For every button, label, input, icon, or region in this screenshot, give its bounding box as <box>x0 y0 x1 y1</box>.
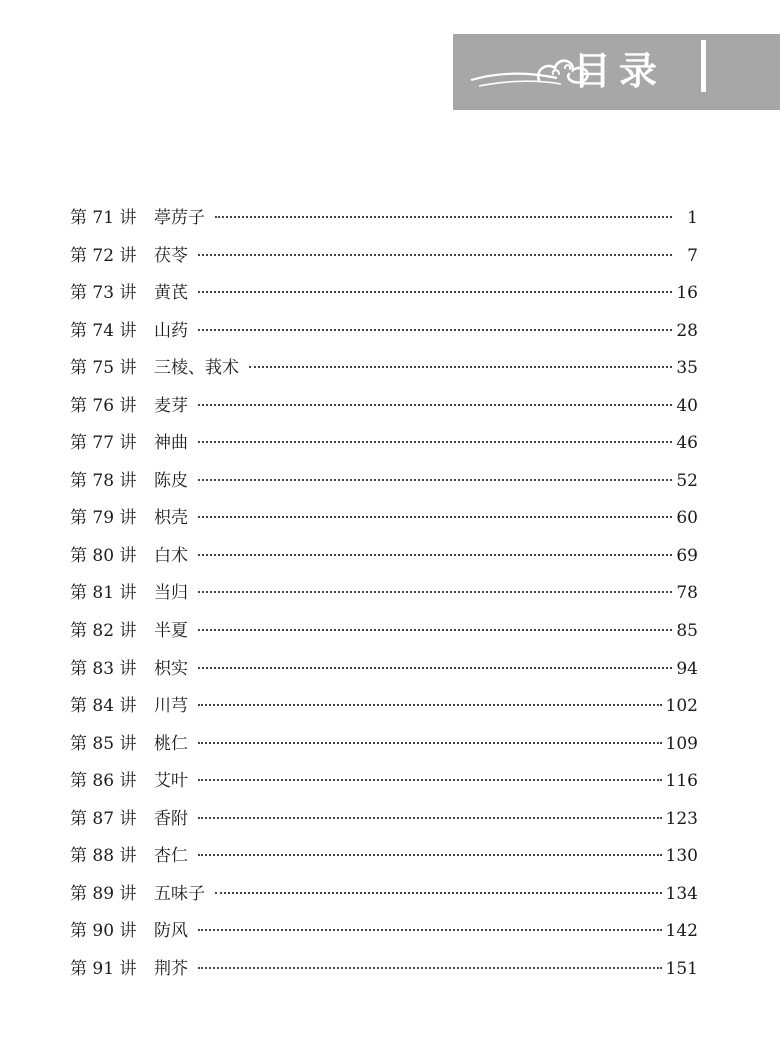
toc-page-number: 116 <box>665 771 698 792</box>
toc-page-number: 85 <box>676 621 698 642</box>
toc-entry[interactable] <box>70 613 698 651</box>
dot-leader <box>215 892 662 894</box>
dot-leader <box>198 404 672 406</box>
table-of-contents <box>70 200 698 988</box>
toc-entry[interactable] <box>70 726 698 764</box>
toc-page-number: 94 <box>676 658 698 679</box>
page-title: 目录 <box>573 49 666 93</box>
dot-leader <box>198 291 672 293</box>
toc-entry[interactable] <box>70 913 698 951</box>
dot-leader <box>198 667 672 669</box>
dot-leader <box>198 929 662 931</box>
toc-page-number: 123 <box>665 808 698 829</box>
toc-lecture-number: 第 75 讲 <box>70 358 137 379</box>
toc-entry[interactable] <box>70 651 698 689</box>
toc-page-number: 1 <box>687 208 698 228</box>
toc-entry-title: 艾叶 <box>154 771 188 792</box>
dot-leader <box>198 254 672 256</box>
dot-leader <box>198 967 662 969</box>
toc-entry-title: 神曲 <box>154 433 188 454</box>
toc-entry-title: 枳实 <box>154 658 188 679</box>
toc-entry[interactable] <box>70 575 698 613</box>
toc-lecture-number: 第 83 讲 <box>70 658 137 679</box>
toc-page-number: 142 <box>665 921 698 942</box>
toc-lecture-number: 第 76 讲 <box>70 395 137 416</box>
dot-leader <box>198 704 662 706</box>
toc-entry-title: 葶苈子 <box>154 208 205 228</box>
toc-lecture-number: 第 73 讲 <box>70 283 137 304</box>
toc-header-banner <box>453 34 780 110</box>
dot-leader <box>198 516 672 518</box>
toc-entry-title: 三棱、莪术 <box>154 358 239 379</box>
dot-leader <box>198 629 672 631</box>
toc-entry[interactable] <box>70 688 698 726</box>
toc-entry-title: 杏仁 <box>154 846 188 867</box>
toc-page-number: 78 <box>676 583 698 604</box>
toc-entry[interactable] <box>70 313 698 351</box>
dot-leader <box>198 329 672 331</box>
toc-entry-title: 枳壳 <box>154 508 188 529</box>
toc-entry-title: 麦芽 <box>154 395 188 416</box>
toc-lecture-number: 第 87 讲 <box>70 808 137 829</box>
toc-lecture-number: 第 79 讲 <box>70 508 137 529</box>
dot-leader <box>215 216 672 218</box>
toc-lecture-number: 第 85 讲 <box>70 733 137 754</box>
toc-entry[interactable] <box>70 763 698 801</box>
toc-page-number: 28 <box>676 320 698 341</box>
toc-lecture-number: 第 72 讲 <box>70 245 137 266</box>
toc-entry-title: 白术 <box>154 545 188 566</box>
toc-entry[interactable] <box>70 538 698 576</box>
dot-leader <box>198 817 662 819</box>
dot-leader <box>198 742 662 744</box>
toc-page-number: 134 <box>665 883 698 904</box>
toc-lecture-number: 第 88 讲 <box>70 846 137 867</box>
toc-entry[interactable] <box>70 801 698 839</box>
toc-entry[interactable] <box>70 425 698 463</box>
toc-page-number: 7 <box>687 245 698 266</box>
dot-leader <box>249 366 672 368</box>
toc-entry[interactable] <box>70 876 698 914</box>
toc-entry[interactable] <box>70 463 698 501</box>
toc-entry-title: 五味子 <box>154 883 205 904</box>
toc-page-number: 69 <box>676 545 698 566</box>
toc-entry-title: 香附 <box>154 808 188 829</box>
toc-page-number: 102 <box>665 696 698 717</box>
dot-leader <box>198 591 672 593</box>
toc-lecture-number: 第 90 讲 <box>70 921 137 942</box>
toc-page-number: 46 <box>676 433 698 454</box>
toc-entry-title: 荆芥 <box>154 958 188 979</box>
toc-entry[interactable] <box>70 838 698 876</box>
toc-lecture-number: 第 78 讲 <box>70 470 137 491</box>
toc-lecture-number: 第 89 讲 <box>70 883 137 904</box>
toc-lecture-number: 第 71 讲 <box>70 208 137 228</box>
toc-entry[interactable] <box>70 238 698 276</box>
toc-entry-title: 半夏 <box>154 621 188 642</box>
toc-entry-title: 茯苓 <box>154 245 188 266</box>
toc-page-number: 151 <box>665 958 698 979</box>
dot-leader <box>198 441 672 443</box>
toc-lecture-number: 第 91 讲 <box>70 958 137 979</box>
toc-page-number: 60 <box>676 508 698 529</box>
toc-lecture-number: 第 86 讲 <box>70 771 137 792</box>
toc-lecture-number: 第 74 讲 <box>70 320 137 341</box>
toc-entry[interactable] <box>70 388 698 426</box>
toc-entry-title: 山药 <box>154 320 188 341</box>
toc-entry[interactable] <box>70 275 698 313</box>
toc-entry-title: 川芎 <box>154 696 188 717</box>
toc-lecture-number: 第 82 讲 <box>70 621 137 642</box>
title-divider <box>701 40 706 92</box>
toc-lecture-number: 第 81 讲 <box>70 583 137 604</box>
toc-lecture-number: 第 80 讲 <box>70 545 137 566</box>
toc-entry[interactable] <box>70 200 698 238</box>
toc-entry-title: 黄芪 <box>154 283 188 304</box>
dot-leader <box>198 854 662 856</box>
toc-page-number: 130 <box>665 846 698 867</box>
toc-entry-title: 桃仁 <box>154 733 188 754</box>
dot-leader <box>198 779 662 781</box>
toc-page-number: 40 <box>676 395 698 416</box>
dot-leader <box>198 479 672 481</box>
toc-page-number: 35 <box>676 358 698 379</box>
toc-lecture-number: 第 77 讲 <box>70 433 137 454</box>
toc-entry-title: 当归 <box>154 583 188 604</box>
toc-entry[interactable] <box>70 951 698 989</box>
dot-leader <box>198 554 672 556</box>
toc-entry-title: 陈皮 <box>154 470 188 491</box>
toc-lecture-number: 第 84 讲 <box>70 696 137 717</box>
toc-entry[interactable] <box>70 500 698 538</box>
toc-page-number: 52 <box>676 470 698 491</box>
toc-page-number: 16 <box>676 283 698 304</box>
toc-page-number: 109 <box>665 733 698 754</box>
toc-entry[interactable] <box>70 350 698 388</box>
toc-entry-title: 防风 <box>154 921 188 942</box>
